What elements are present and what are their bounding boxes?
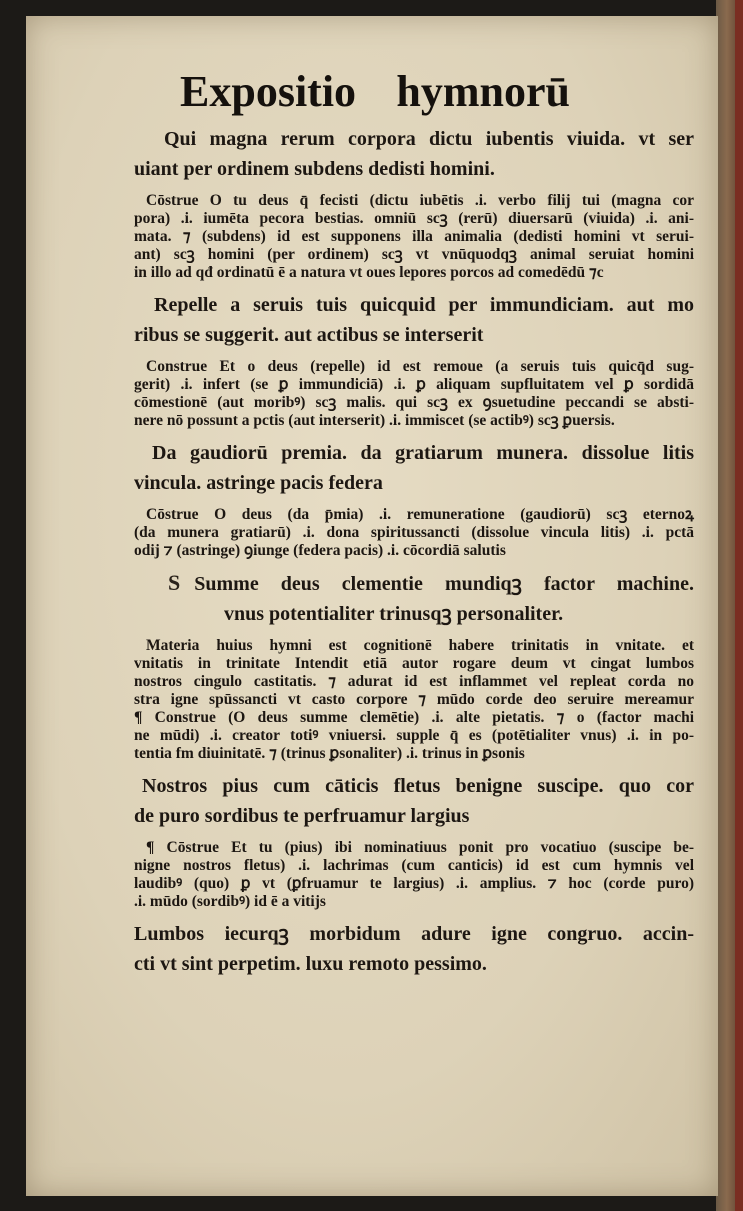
block-spacer xyxy=(134,498,694,506)
commentary-line: Materia huius hymni est cognitionē habere trinitatis in vnitate. et xyxy=(146,637,694,654)
verse-line: cti vt sint perpetim. luxu remoto pessimo. xyxy=(134,953,487,975)
commentary-line: ne mūdi) .i. creator totiꝰ vniuersi. supple q̄ es (potētialiter vnus) .i. in po- xyxy=(134,727,694,744)
verse-line: uiant per ordinem subdens dedisti homini. xyxy=(134,158,495,180)
commentary-line: Cōstrue O deus (da p̄mia) .i. remuneratione (gaudiorū) scꝫ eternoꝝ xyxy=(146,506,694,523)
verse-line: de puro sordibus te perfruamur largius xyxy=(134,805,470,827)
commentary-line: nere nō possunt a pctis (aut interserit) .i. immiscet (se actibꝰ) scꝫ ꝑuersis. xyxy=(134,412,615,429)
commentary-line: ¶ Construe (O deus summe clemētie) .i. alte pietatis. ⁊ o (factor machi xyxy=(134,709,694,726)
verse-line: vincula. astringe pacis federa xyxy=(134,472,383,494)
block-spacer xyxy=(134,282,694,290)
verse-line-text: Summe deus clementie mundiqꝫ factor machine. xyxy=(194,573,694,595)
commentary-line: stra igne spūssancti vt casto corpore ⁊ mūdo corde deo seruire mereamur xyxy=(134,691,694,708)
commentary-line: mata. ⁊ (subdens) id est supponens illa animalia (dedisti homini vt serui- xyxy=(134,228,694,245)
block-spacer xyxy=(134,560,694,568)
verse-line: ribus se suggerit. aut actibus se interserit xyxy=(134,324,484,346)
commentary-line: pora) .i. iumēta pecora bestias. omniū scꝫ (rerū) diuersarū (viuida) .i. ani- xyxy=(134,210,694,227)
page-title: Expositio hymnorū xyxy=(180,67,570,116)
commentary-line: laudibꝰ (quo) ꝑ vt (ꝑfruamur te largius) .i. amplius. ⁊ hoc (corde puro) xyxy=(134,875,694,892)
commentary-line: Cōstrue O tu deus q̄ fecisti (dictu iubētis .i. verbo filij tui (magna cor xyxy=(146,192,694,209)
block-spacer xyxy=(134,350,694,358)
section-marker: S xyxy=(168,570,181,595)
block-spacer xyxy=(134,911,694,919)
commentary-line: vnitatis in trinitate Intendit etiā autor rogare deum vt cingat lumbos xyxy=(134,655,694,672)
verse-line: Repelle a seruis tuis quicquid per immundiciam. aut mo xyxy=(154,294,694,316)
commentary-line: cōmestionē (aut moribꝰ) scꝫ malis. qui scꝫ ex ꝯsuetudine peccandi se absti- xyxy=(134,394,694,411)
commentary-line: in illo ad qđ ordinatū ē a natura vt oues lepores porcos ad comedēdū ⁊c xyxy=(134,264,604,281)
commentary-line: odij ⁊ (astringe) ꝯiunge (federa pacis) .i. cōcordiā salutis xyxy=(134,542,506,559)
verse-line: Lumbos iecurqꝫ morbidum adure igne congruo. accin- xyxy=(134,923,694,945)
block-spacer xyxy=(134,831,694,839)
commentary-line: Construe Et o deus (repelle) id est remoue (a seruis tuis quicq̄d sug- xyxy=(146,358,694,375)
commentary-line: ant) scꝫ homini (per ordinem) scꝫ vt vnūquodqꝫ animal seruiat homini xyxy=(134,246,694,263)
verse-line xyxy=(134,568,694,599)
verse-line: Qui magna rerum corpora dictu iubentis viuida. vt ser xyxy=(164,128,694,150)
block-spacer xyxy=(134,763,694,771)
verse-line: Da gaudiorū premia. da gratiarum munera. dissolue litis xyxy=(152,442,694,464)
page-text xyxy=(134,124,694,979)
verse-line: Nostros pius cum cāticis fletus benigne suscipe. quo cor xyxy=(142,775,694,797)
commentary-line: ¶ Cōstrue Et tu (pius) ibi nominatiuus ponit pro vocatiuo (suscipe be- xyxy=(146,839,694,856)
block-spacer xyxy=(134,184,694,192)
commentary-line: tentia fm diuinitatē. ⁊ (trinus ꝑsonaliter) .i. trinus in ꝑsonis xyxy=(134,745,525,762)
red-page-edge xyxy=(735,0,743,1211)
block-spacer xyxy=(134,430,694,438)
commentary-line: nigne nostros fletus) .i. lachrimas (cum canticis) id est cum hymnis vel xyxy=(134,857,694,874)
commentary-line: gerit) .i. infert (se ꝑ immundiciā) .i. ꝑ aliquam supfluitatem vel ꝑ sordidā xyxy=(134,376,694,393)
commentary-line: (da munera gratiarū) .i. dona spiritussancti (dissolue vincula litis) .i. pctā xyxy=(134,524,694,541)
commentary-line: nostros cingulo castitatis. ⁊ adurat id est inflammet vel repleat corda no xyxy=(134,673,694,690)
commentary-line: .i. mūdo (sordibꝰ) id ē a vitijs xyxy=(134,893,326,910)
block-spacer xyxy=(134,629,694,637)
verse-line: vnus potentialiter trinusqꝫ personaliter. xyxy=(224,603,564,625)
